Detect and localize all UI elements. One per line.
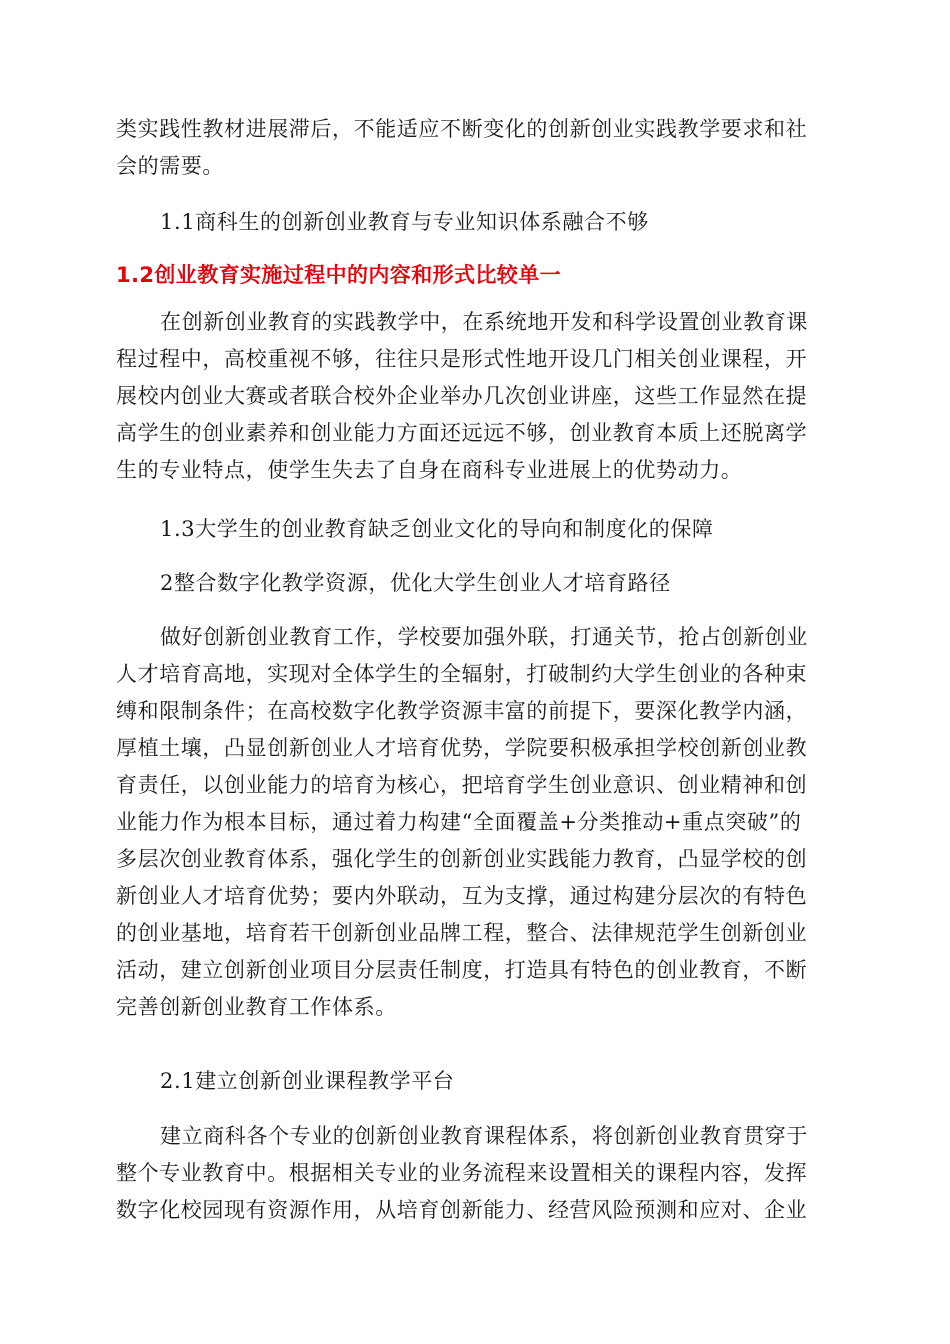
text-line: 类实践性教材进展滞后，不能适应不断变化的创新创业实践教学要求和社 <box>116 117 808 141</box>
text-line: 程过程中，高校重视不够，往往只是形式性地开设几门相关创业课程，开 <box>116 347 808 371</box>
text-line: 人才培育高地，实现对全体学生的全辐射，打破制约大学生创业的各种束 <box>116 662 808 686</box>
paragraph-1-2 <box>116 304 832 489</box>
text-line: 建立商科各个专业的创新创业教育课程体系，将创新创业教育贯穿于 <box>160 1124 808 1148</box>
text-line: 会的需要。 <box>116 154 224 178</box>
heading-text: 2整合数字化教学资源，优化大学生创业人才培育路径 <box>160 571 671 595</box>
text-line: 活动，建立创新创业项目分层责任制度，打造具有特色的创业教育，不断 <box>116 958 808 982</box>
text-line: 高学生的创业素养和创业能力方面还远远不够，创业教育本质上还脱离学 <box>116 421 808 445</box>
section-heading-1-2 <box>116 257 832 294</box>
text-line: 育责任，以创业能力的培育为核心，把培育学生创业意识、创业精神和创 <box>116 773 808 797</box>
section-heading-1-1 <box>116 204 832 241</box>
text-line: 新创业人才培育优势；要内外联动，互为支撑，通过构建分层次的有特色 <box>116 884 808 908</box>
section-heading-2-1 <box>116 1063 832 1100</box>
text-line: 的创业基地，培育若干创新创业品牌工程，整合、法律规范学生创新创业 <box>116 921 808 945</box>
text-line: 完善创新创业教育工作体系。 <box>116 995 397 1019</box>
heading-text: 1.3大学生的创业教育缺乏创业文化的导向和制度化的保障 <box>160 517 714 541</box>
heading-text: 1.1商科生的创新创业教育与专业知识体系融合不够 <box>160 210 649 234</box>
text-line: 缚和限制条件；在高校数字化教学资源丰富的前提下，要深化教学内涵， <box>116 699 808 723</box>
text-line: 做好创新创业教育工作，学校要加强外联，打通关节，抢占创新创业 <box>160 625 808 649</box>
text-line: 整个专业教育中。根据相关专业的业务流程来设置相关的课程内容，发挥 <box>116 1161 808 1185</box>
text-line: 厚植土壤，凸显创新创业人才培育优势，学院要积极承担学校创新创业教 <box>116 736 808 760</box>
paragraph-2-1 <box>116 1118 832 1229</box>
paragraph-intro <box>116 111 832 185</box>
section-heading-1-3 <box>116 511 832 548</box>
paragraph-2 <box>116 619 832 1026</box>
text-line: 生的专业特点，使学生失去了自身在商科专业进展上的优势动力。 <box>116 458 743 482</box>
text-line: 数字化校园现有资源作用，从培育创新能力、经营风险预测和应对、企业 <box>116 1198 808 1222</box>
heading-text: 1.2创业教育实施过程中的内容和形式比较单一 <box>116 263 561 287</box>
text-line: 展校内创业大赛或者联合校外企业举办几次创业讲座，这些工作显然在提 <box>116 384 808 408</box>
text-line: 在创新创业教育的实践教学中，在系统地开发和科学设置创业教育课 <box>160 310 808 334</box>
heading-text: 2.1建立创新创业课程教学平台 <box>160 1069 455 1093</box>
section-heading-2 <box>116 565 832 602</box>
text-line: 多层次创业教育体系，强化学生的创新创业实践能力教育，凸显学校的创 <box>116 847 808 871</box>
text-line: 业能力作为根本目标，通过着力构建“全面覆盖+分类推动+重点突破”的 <box>116 810 802 834</box>
